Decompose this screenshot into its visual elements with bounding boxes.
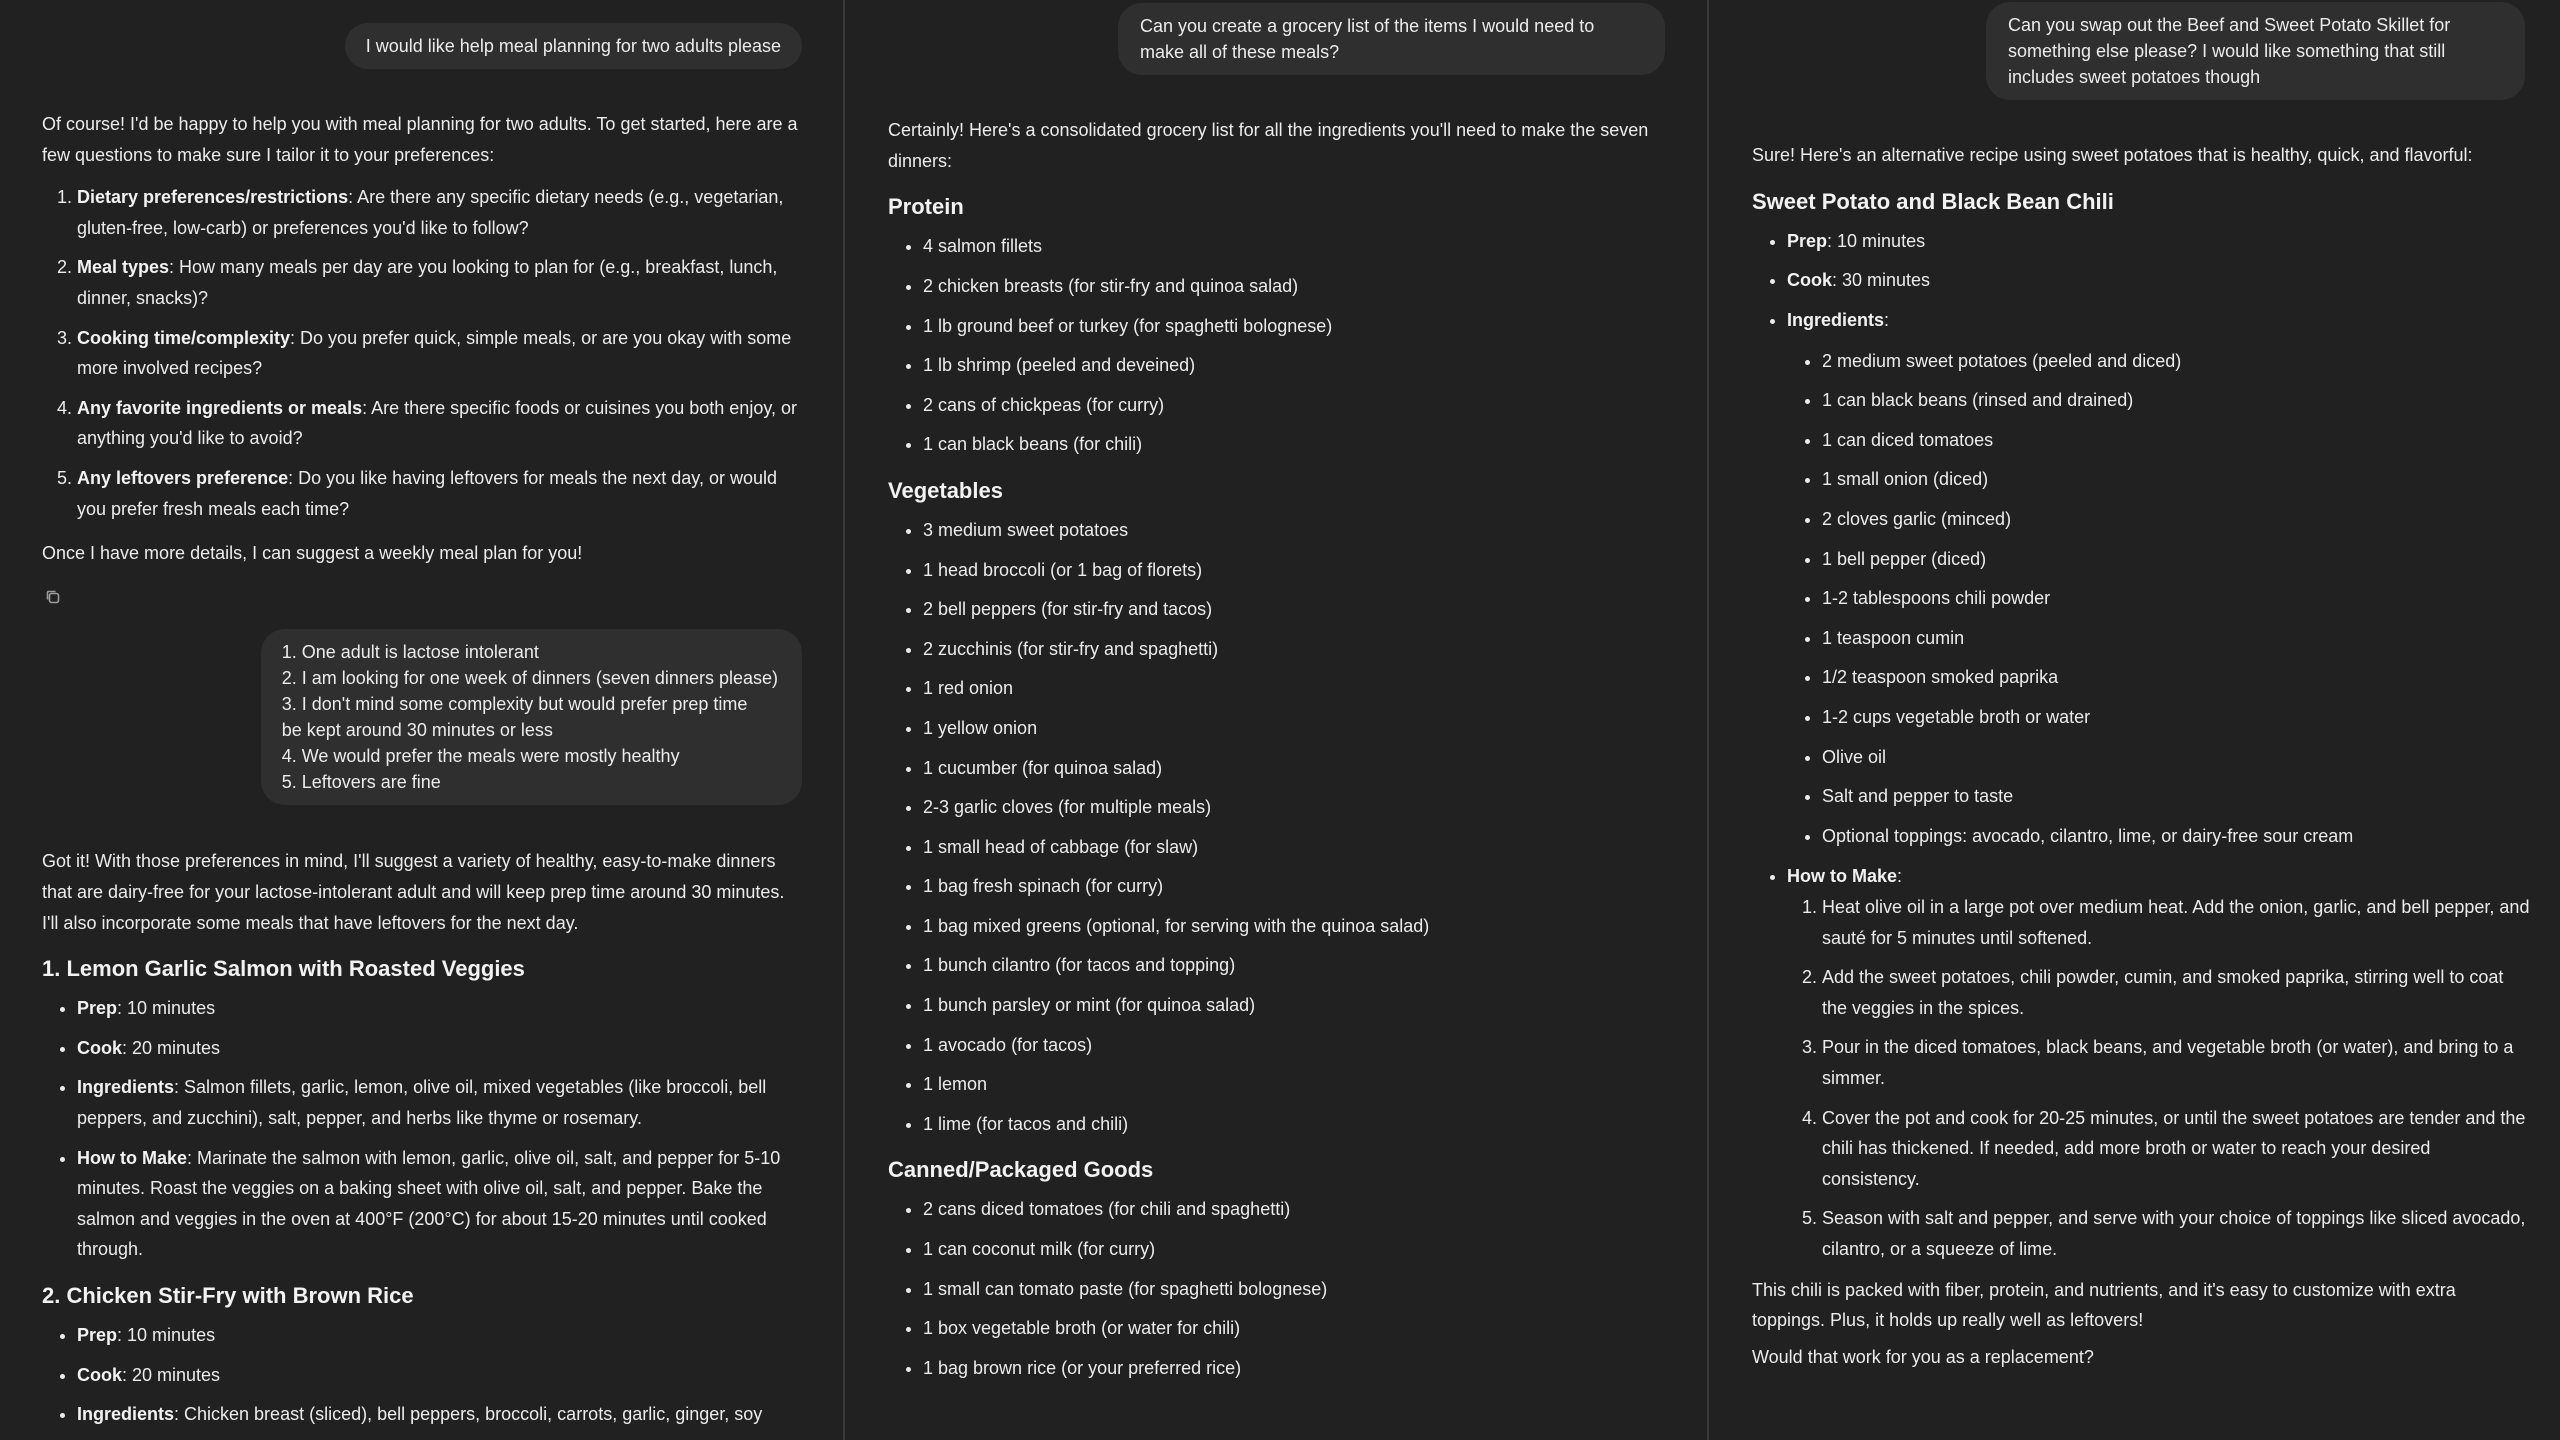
grocery-list-protein bbox=[888, 231, 1667, 460]
question-text: : Do you prefer quick, simple meals, or are you okay with some more involved recipes? bbox=[77, 327, 792, 379]
question-label: Meal types bbox=[77, 257, 170, 278]
question-label: Dietary preferences/restrictions bbox=[77, 187, 349, 208]
assistant-message bbox=[1752, 140, 2530, 1372]
grocery-intro: Certainly! Here's a consolidated grocery list for all the ingredients you'll need to make the seven dinners: bbox=[888, 120, 1649, 171]
detail-text: : Chicken breast (sliced), bell peppers, broccoli, carrots, garlic, ginger, soy bbox=[174, 1404, 763, 1425]
chat-panel-left bbox=[0, 0, 843, 1440]
list-item: • 1-2 tablespoons chili powder bbox=[1822, 583, 2530, 614]
user-message-row bbox=[42, 23, 803, 69]
detail-label: Cook bbox=[77, 1364, 122, 1385]
steps-list bbox=[1787, 892, 2530, 1265]
user-message-bubble: I would like help meal planning for two adults please bbox=[345, 23, 802, 69]
message-line: Can you swap out the Beef and Sweet Potato Skillet for bbox=[2008, 15, 2451, 35]
list-item: • 2 cans of chickpeas (for curry) bbox=[923, 390, 1667, 421]
list-item bbox=[1787, 265, 2530, 296]
question-label: Cooking time/complexity bbox=[77, 327, 291, 348]
detail-text: : 10 minutes bbox=[1827, 230, 1926, 251]
message-line: something else please? I would like something that still bbox=[2008, 41, 2446, 62]
user-message-bubble bbox=[1118, 3, 1665, 75]
message-line: 5. Leftovers are fine bbox=[281, 772, 441, 793]
grocery-section-title: Canned/Packaged Goods bbox=[888, 1157, 1154, 1183]
list-item: • 1 bell pepper (diced) bbox=[1822, 544, 2530, 575]
detail-text: : Marinate the salmon with lemon, garlic, olive oil, salt, and pepper for 5-10 minutes. Roast the veggies on a baking sheet with olive oil, salt, and pepper. Bake the salmon and veggies in the oven at 400°F (200°C) for about 15-20 minutes until cooked through. bbox=[77, 1147, 781, 1260]
assistant-message bbox=[42, 846, 803, 1429]
message-line: 4. We would prefer the meals were mostly healthy bbox=[281, 746, 680, 767]
list-item: • 1 lb shrimp (peeled and deveined) bbox=[923, 350, 1667, 381]
list-item: • 1 can black beans (for chili) bbox=[923, 429, 1667, 460]
grocery-section-title: Protein bbox=[888, 194, 964, 220]
list-item: • 2 zucchinis (for stir-fry and spaghetti) bbox=[923, 634, 1667, 665]
detail-text: : Salmon fillets, garlic, lemon, olive oil, mixed vegetables (like broccoli, bell peppers, and zucchini), salt, pepper, and herbs like thyme or rosemary. bbox=[77, 1077, 767, 1128]
list-item: • 1 yellow onion bbox=[923, 713, 1667, 744]
recipe-title: Sweet Potato and Black Bean Chili bbox=[1752, 188, 2114, 214]
detail-label: Ingredients bbox=[1787, 310, 1885, 331]
user-message-row bbox=[42, 629, 803, 806]
list-item bbox=[77, 1320, 803, 1351]
message-line: includes sweet potatoes though bbox=[2008, 67, 2261, 88]
list-item: • 2 cans diced tomatoes (for chili and spaghetti) bbox=[923, 1194, 1667, 1225]
detail-label: How to Make bbox=[1787, 866, 1898, 887]
list-item: • 2 cloves garlic (minced) bbox=[1822, 504, 2530, 535]
recipe-details bbox=[42, 1320, 803, 1430]
list-item: 3. Pour in the diced tomatoes, black beans, and vegetable broth (or water), and bring to a simmer. bbox=[1822, 1032, 2530, 1093]
list-item: • 1 cucumber (for quinoa salad) bbox=[923, 753, 1667, 784]
user-message-row bbox=[888, 3, 1665, 75]
list-item: • 2 medium sweet potatoes (peeled and diced) bbox=[1822, 346, 2530, 377]
list-item bbox=[77, 1399, 803, 1430]
question-label: Any leftovers preference bbox=[77, 468, 289, 489]
list-item: • Olive oil bbox=[1822, 742, 2530, 773]
ingredient-list bbox=[1787, 346, 2530, 852]
user-message-bubble bbox=[1986, 2, 2525, 100]
detail-text: : bbox=[1897, 866, 1903, 887]
recipe-intro: Sure! Here's an alternative recipe using sweet potatoes that is healthy, quick, and flavorful: bbox=[1752, 145, 2473, 166]
copy-icon[interactable] bbox=[44, 585, 62, 603]
list-item: • 3 medium sweet potatoes bbox=[923, 515, 1667, 546]
list-item: • 1 bag mixed greens (optional, for serving with the quinoa salad) bbox=[923, 911, 1667, 942]
assistant-message bbox=[888, 115, 1667, 1383]
detail-text: : 20 minutes bbox=[122, 1364, 221, 1385]
assistant-intro: Of course! I'd be happy to help you with meal planning for two adults. To get started, here are a few questions to make sure I tailor it to your preferences: bbox=[42, 114, 798, 165]
list-item: • 1 box vegetable broth (or water for chili) bbox=[923, 1313, 1667, 1344]
list-item bbox=[77, 1360, 803, 1391]
list-item: • 1 head broccoli (or 1 bag of florets) bbox=[923, 555, 1667, 586]
detail-label: Cook bbox=[77, 1037, 122, 1058]
question-text: : Are there any specific dietary needs (e.g., vegetarian, gluten-free, low-carb) or preferences you'd like to follow? bbox=[77, 187, 784, 238]
list-item: • 1 small onion (diced) bbox=[1822, 464, 2530, 495]
list-item: 5. Season with salt and pepper, and serve with your choice of toppings like sliced avocado, cilantro, or a squeeze of lime. bbox=[1822, 1203, 2530, 1264]
detail-label: Prep bbox=[77, 998, 118, 1019]
list-item bbox=[77, 1143, 803, 1265]
list-item: • Optional toppings: avocado, cilantro, lime, or dairy-free sour cream bbox=[1822, 821, 2530, 852]
list-item: • 1 red onion bbox=[923, 673, 1667, 704]
list-item: • 1 small head of cabbage (for slaw) bbox=[923, 832, 1667, 863]
grocery-list-vegetables bbox=[888, 515, 1667, 1140]
list-item: • 1/2 teaspoon smoked paprika bbox=[1822, 662, 2530, 693]
detail-label: Prep bbox=[77, 1324, 118, 1345]
recipe-title: 2. Chicken Stir-Fry with Brown Rice bbox=[42, 1282, 414, 1308]
list-item bbox=[77, 1033, 803, 1064]
list-item bbox=[77, 1072, 803, 1133]
detail-text: : bbox=[1884, 310, 1890, 331]
list-item bbox=[77, 182, 803, 243]
recipe-details bbox=[1752, 226, 2530, 1265]
follow-up-question: Would that work for you as a replacement? bbox=[1752, 1346, 2094, 1367]
grocery-section-title: Vegetables bbox=[888, 477, 1003, 503]
list-item: • 1 can black beans (rinsed and drained) bbox=[1822, 385, 2530, 416]
list-item: • 2-3 garlic cloves (for multiple meals) bbox=[923, 792, 1667, 823]
detail-text: : 10 minutes bbox=[117, 998, 216, 1019]
list-item bbox=[77, 323, 803, 384]
list-item bbox=[77, 993, 803, 1024]
list-item: • 1 bag fresh spinach (for curry) bbox=[923, 871, 1667, 902]
grocery-list-canned bbox=[888, 1194, 1667, 1383]
detail-text: : 20 minutes bbox=[122, 1037, 221, 1058]
list-item: • 1 lime (for tacos and chili) bbox=[923, 1109, 1667, 1140]
assistant-reply-intro: Got it! With those preferences in mind, I'll suggest a variety of healthy, easy-to-make dinners that are dairy-free for your lactose-intolerant adult and will keep prep time around 30 minutes. I'll also incorporate some meals that have leftovers for the next day. bbox=[42, 851, 785, 933]
list-item: • 1 teaspoon cumin bbox=[1822, 623, 2530, 654]
detail-label: Prep bbox=[1787, 230, 1828, 251]
list-item: • 1 avocado (for tacos) bbox=[923, 1030, 1667, 1061]
question-text: : Do you like having leftovers for meals the next day, or would you prefer fresh meals each time? bbox=[77, 468, 778, 519]
question-text: : Are there specific foods or cuisines you both enjoy, or anything you'd like to avoid? bbox=[77, 397, 797, 449]
list-item: • 2 bell peppers (for stir-fry and tacos) bbox=[923, 594, 1667, 625]
list-item bbox=[77, 393, 803, 454]
detail-label: Ingredients bbox=[77, 1404, 175, 1425]
recipe-summary: This chili is packed with fiber, protein, and nutrients, and it's easy to customize with extra toppings. Plus, it holds up really well as leftovers! bbox=[1752, 1279, 2456, 1331]
recipe-details bbox=[42, 993, 803, 1265]
list-item: • 1-2 cups vegetable broth or water bbox=[1822, 702, 2530, 733]
detail-label: Cook bbox=[1787, 270, 1832, 291]
chat-panel-right bbox=[1709, 0, 2560, 1440]
list-item: • 4 salmon fillets bbox=[923, 231, 1667, 262]
list-item: • 1 bunch parsley or mint (for quinoa salad) bbox=[923, 990, 1667, 1021]
list-item: • Salt and pepper to taste bbox=[1822, 781, 2530, 812]
message-line: 1. One adult is lactose intolerant bbox=[281, 641, 539, 662]
list-item: • 1 can coconut milk (for curry) bbox=[923, 1234, 1667, 1265]
question-text: : How many meals per day are you looking to plan for (e.g., breakfast, lunch, dinner, snacks)? bbox=[77, 257, 778, 309]
list-item bbox=[77, 463, 803, 524]
user-message-bubble bbox=[261, 629, 802, 806]
chat-panel-middle bbox=[845, 0, 1707, 1440]
list-item: • 1 bunch cilantro (for tacos and topping) bbox=[923, 950, 1667, 981]
detail-text: : 30 minutes bbox=[1832, 270, 1931, 291]
list-item: • 1 can diced tomatoes bbox=[1822, 425, 2530, 456]
list-item: • 1 bag brown rice (or your preferred rice) bbox=[923, 1353, 1667, 1384]
detail-text: : 10 minutes bbox=[117, 1324, 216, 1345]
list-item: 4. Cover the pot and cook for 20-25 minutes, or until the sweet potatoes are tender and the chili has thickened. If needed, add more broth or water to reach your desired consistency. bbox=[1822, 1103, 2530, 1195]
list-item bbox=[1787, 861, 2530, 1264]
question-list bbox=[42, 182, 803, 524]
message-line: be kept around 30 minutes or less bbox=[281, 720, 553, 741]
message-line: make all of these meals? bbox=[1140, 42, 1340, 63]
detail-label: How to Make bbox=[77, 1147, 188, 1168]
message-line: Can you create a grocery list of the items I would need to bbox=[1140, 16, 1595, 36]
detail-label: Ingredients bbox=[77, 1077, 175, 1098]
list-item bbox=[77, 252, 803, 313]
list-item bbox=[1787, 305, 2530, 851]
list-item: 1. Heat olive oil in a large pot over medium heat. Add the onion, garlic, and bell pepper, and sauté for 5 minutes until softened. bbox=[1822, 892, 2530, 953]
question-label: Any favorite ingredients or meals bbox=[77, 397, 363, 418]
list-item: 2. Add the sweet potatoes, chili powder, cumin, and smoked paprika, stirring well to coat the veggies in the spices. bbox=[1822, 962, 2530, 1023]
list-item: • 1 lb ground beef or turkey (for spaghetti bolognese) bbox=[923, 311, 1667, 342]
assistant-closing: Once I have more details, I can suggest a weekly meal plan for you! bbox=[42, 543, 583, 564]
list-item bbox=[1787, 226, 2530, 257]
assistant-message bbox=[42, 109, 803, 623]
list-item: • 1 lemon bbox=[923, 1069, 1667, 1100]
message-line: 2. I am looking for one week of dinners (seven dinners please) bbox=[281, 667, 778, 688]
recipe-title: 1. Lemon Garlic Salmon with Roasted Veggies bbox=[42, 956, 525, 982]
user-message-row bbox=[1752, 2, 2525, 100]
list-item: • 1 small can tomato paste (for spaghetti bolognese) bbox=[923, 1274, 1667, 1305]
message-line: 3. I don't mind some complexity but would prefer prep time bbox=[281, 694, 748, 714]
list-item: • 2 chicken breasts (for stir-fry and quinoa salad) bbox=[923, 271, 1667, 302]
